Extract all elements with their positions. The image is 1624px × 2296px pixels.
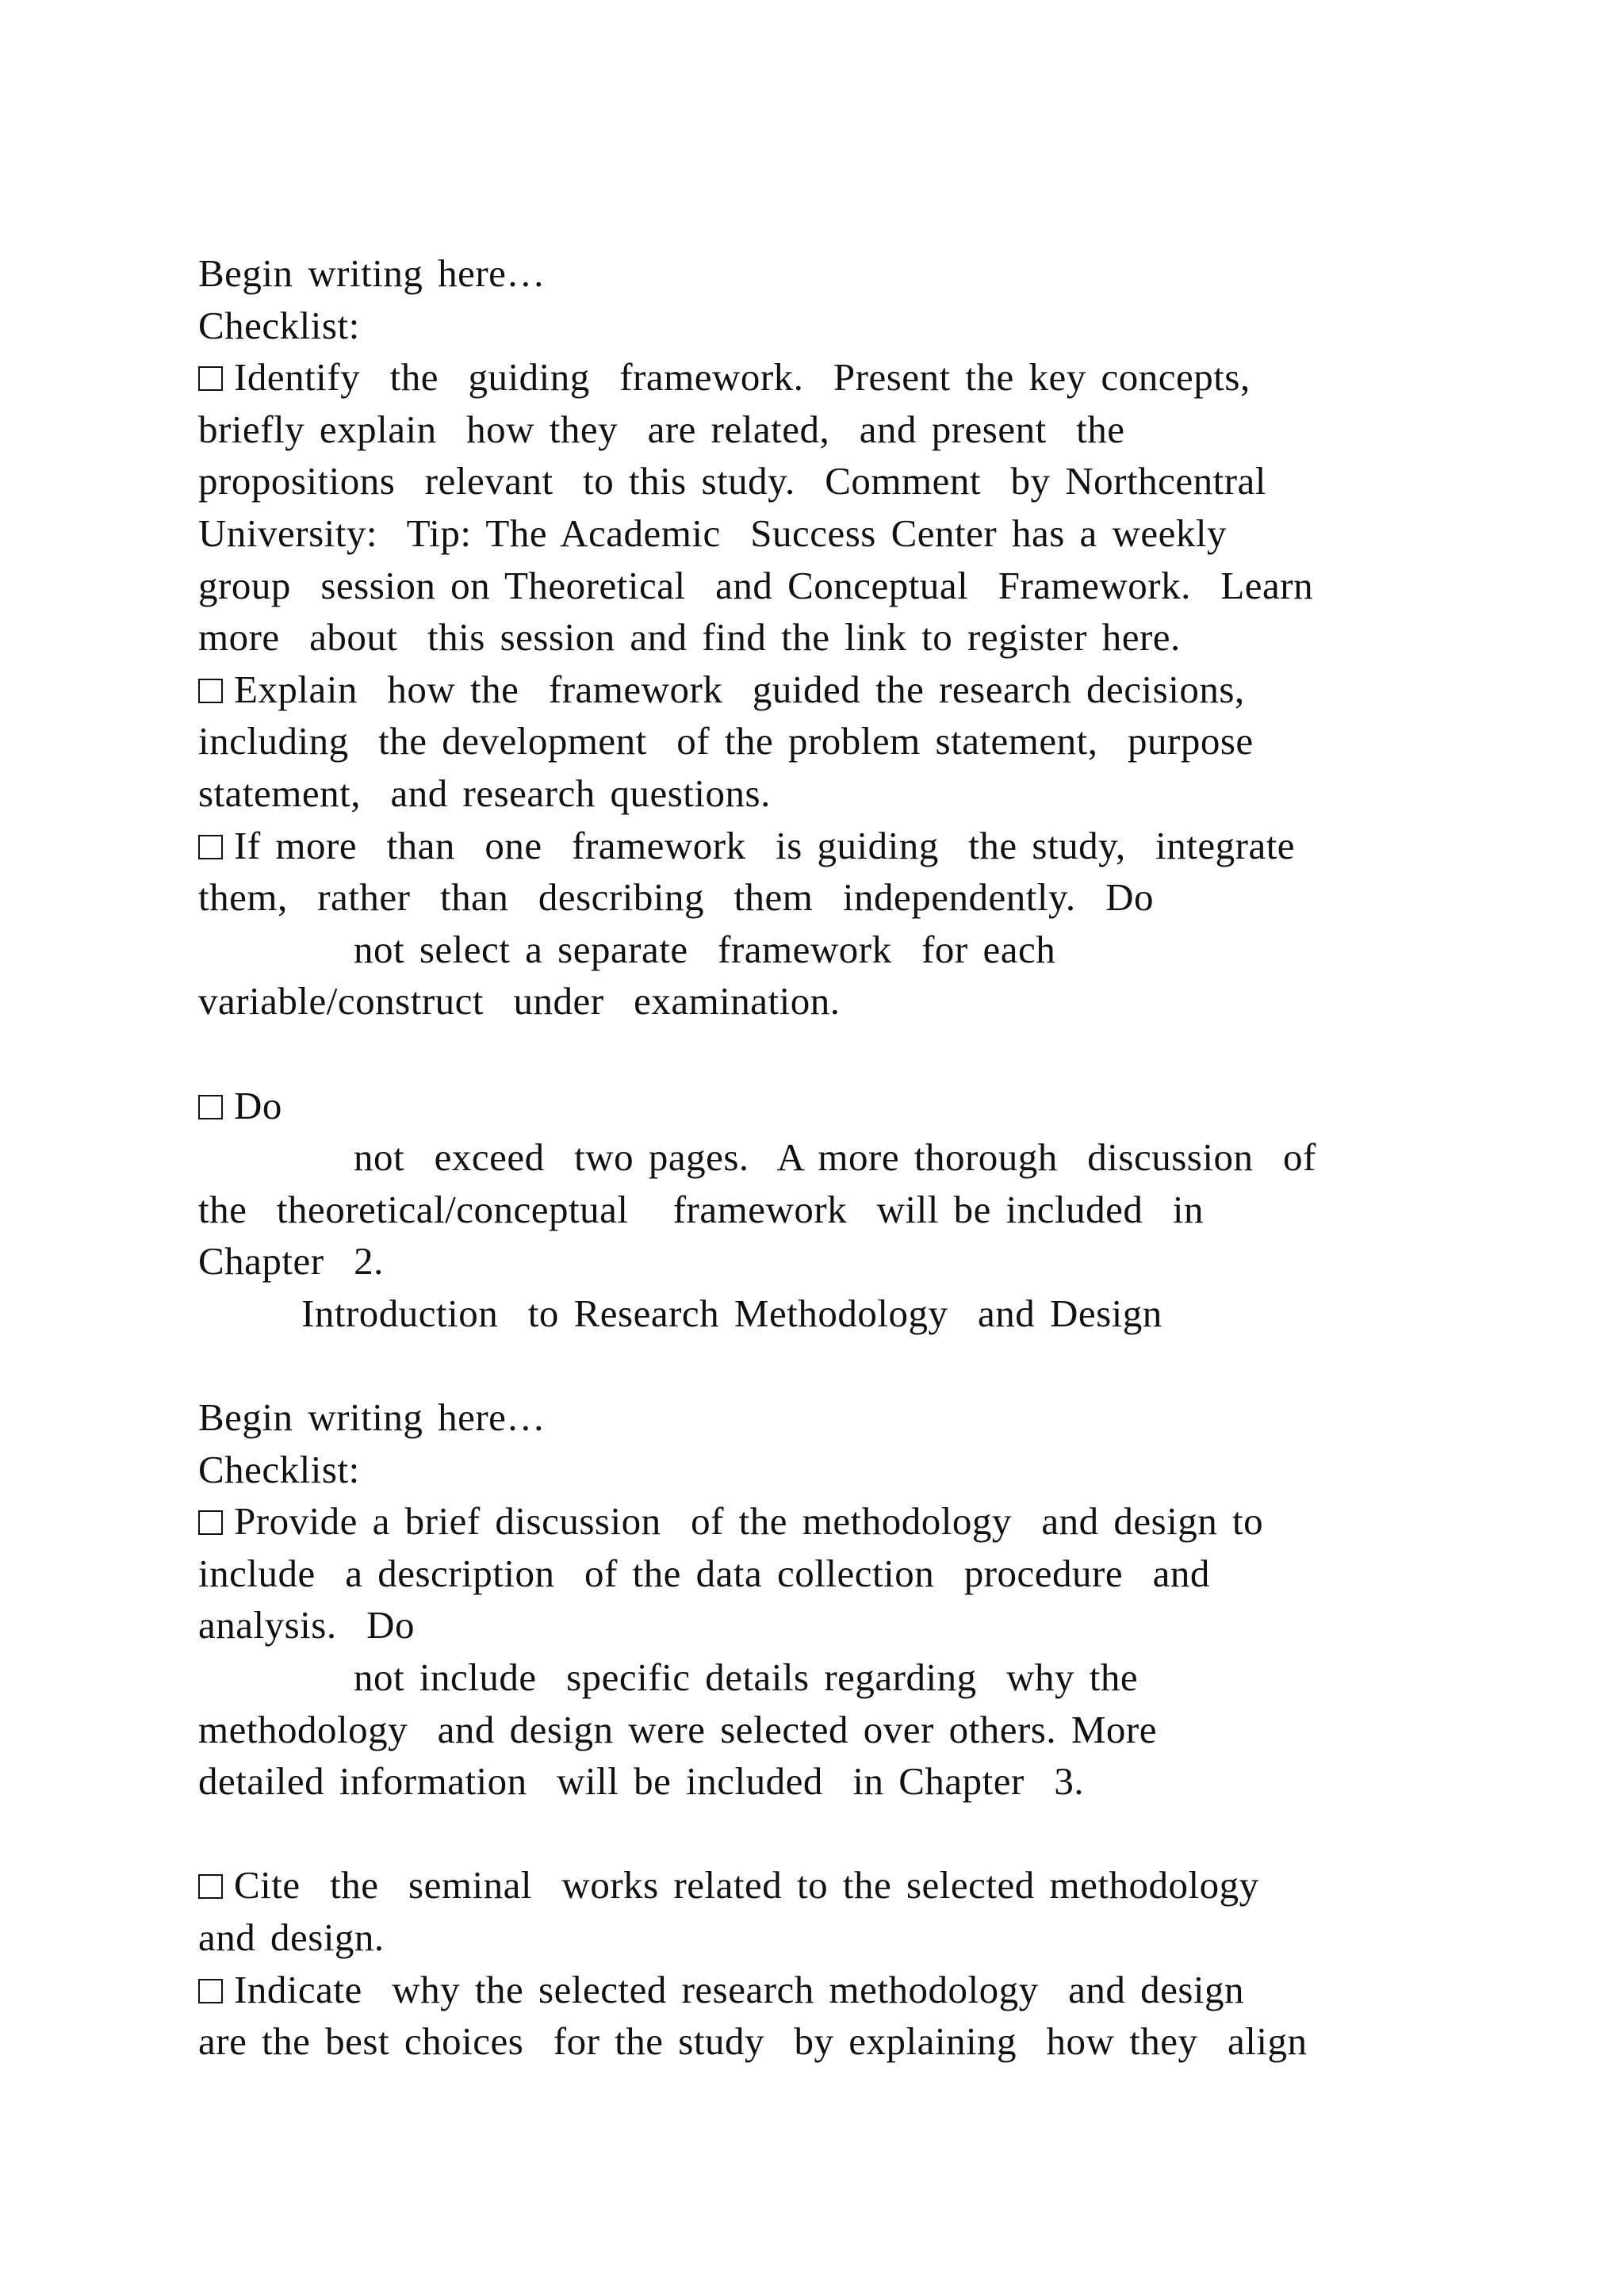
line-text: analysis. Do: [198, 1603, 415, 1647]
checklist-item-line: [198, 820, 1435, 872]
line-text: detailed information will be included in Chapter 3.: [198, 1759, 1085, 1804]
checkbox-icon: [198, 1979, 223, 2003]
line-text: Introduction to Research Methodology and Design: [301, 1291, 1162, 1335]
line-text: more about this session and find the link to register here.: [198, 615, 1181, 660]
text-line: [198, 300, 1435, 352]
text-line: [198, 1339, 1435, 1391]
checkbox-icon: [198, 366, 223, 391]
checkbox-icon: [198, 679, 223, 703]
text-line: [198, 1911, 1435, 1964]
line-text: Checklist:: [198, 1447, 360, 1491]
text-line: [198, 455, 1435, 507]
line-text: not select a separate framework for each: [354, 927, 1056, 971]
checklist-item-line: [198, 1964, 1435, 2016]
text-line: [198, 404, 1435, 456]
line-text: and design.: [198, 1915, 385, 1959]
text-line: [198, 871, 1435, 924]
text-line: [198, 507, 1435, 560]
text-line: [198, 715, 1435, 767]
line-text: them, rather than describing them independently. Do: [198, 875, 1154, 920]
line-text: University: Tip: The Academic Success Center has a weekly: [198, 511, 1228, 555]
line-text: Cite the seminal works related to the selected methodology: [234, 1863, 1259, 1908]
line-text: methodology and design were selected over others. More: [198, 1707, 1157, 1751]
line-text: not exceed two pages. A more thorough discussion of: [354, 1135, 1316, 1180]
text-line: [198, 1027, 1435, 1080]
checklist-item-line: [198, 1495, 1435, 1548]
line-text: include a description of the data collection procedure and: [198, 1551, 1210, 1595]
line-text: group session on Theoretical and Conceptual Framework. Learn: [198, 563, 1314, 607]
line-text: Indicate why the selected research methodology and design: [234, 1967, 1245, 2011]
line-text: Checklist:: [198, 303, 360, 347]
text-line: [198, 247, 1435, 300]
line-text: Provide a brief discussion of the methodology and design to: [234, 1499, 1264, 1544]
line-text: Identify the guiding framework. Present the key concepts,: [234, 355, 1251, 400]
line-text: briefly explain how they are related, and present the: [198, 407, 1125, 451]
text-line: [198, 1599, 1435, 1651]
text-line: [198, 2015, 1435, 2068]
line-text: If more than one framework is guiding the study, integrate: [234, 823, 1296, 867]
checkbox-icon: [198, 1095, 223, 1119]
checklist-item-line: [198, 664, 1435, 716]
checkbox-icon: [198, 835, 223, 859]
line-text: Begin writing here…: [198, 1395, 546, 1440]
line-text: statement, and research questions.: [198, 771, 771, 815]
checklist-item-line: [198, 1080, 1435, 1132]
text-line: [198, 1548, 1435, 1600]
checkbox-icon: [198, 1510, 223, 1535]
line-text: not include specific details regarding why the: [354, 1655, 1139, 1700]
text-line: [198, 1808, 1435, 1860]
section-heading: [198, 1288, 1435, 1340]
line-text: Chapter 2.: [198, 1239, 384, 1284]
checkbox-icon: [198, 1874, 223, 1899]
text-line: [198, 1704, 1435, 1756]
text-line: [198, 1755, 1435, 1808]
line-text: propositions relevant to this study. Comment by Northcentral: [198, 459, 1266, 503]
line-text: the theoretical/conceptual framework will be included in: [198, 1187, 1204, 1231]
text-line: [198, 1651, 1435, 1704]
text-line: [198, 1131, 1435, 1184]
text-line: [198, 975, 1435, 1027]
line-text: variable/construct under examination.: [198, 979, 841, 1024]
document-body: [198, 247, 1435, 2068]
text-line: [198, 560, 1435, 612]
checklist-item-line: [198, 351, 1435, 404]
line-text: Do: [234, 1083, 282, 1127]
text-line: [198, 767, 1435, 820]
line-text: including the development of the problem statement, purpose: [198, 719, 1254, 763]
line-text: are the best choices for the study by explaining how they align: [198, 2019, 1308, 2064]
text-line: [198, 1184, 1435, 1236]
line-text: Begin writing here…: [198, 251, 546, 295]
line-text: Explain how the framework guided the research decisions,: [234, 667, 1245, 711]
text-line: [198, 1444, 1435, 1496]
text-line: [198, 1235, 1435, 1288]
text-line: [198, 611, 1435, 664]
text-line: [198, 1391, 1435, 1444]
text-line: [198, 924, 1435, 976]
checklist-item-line: [198, 1859, 1435, 1911]
